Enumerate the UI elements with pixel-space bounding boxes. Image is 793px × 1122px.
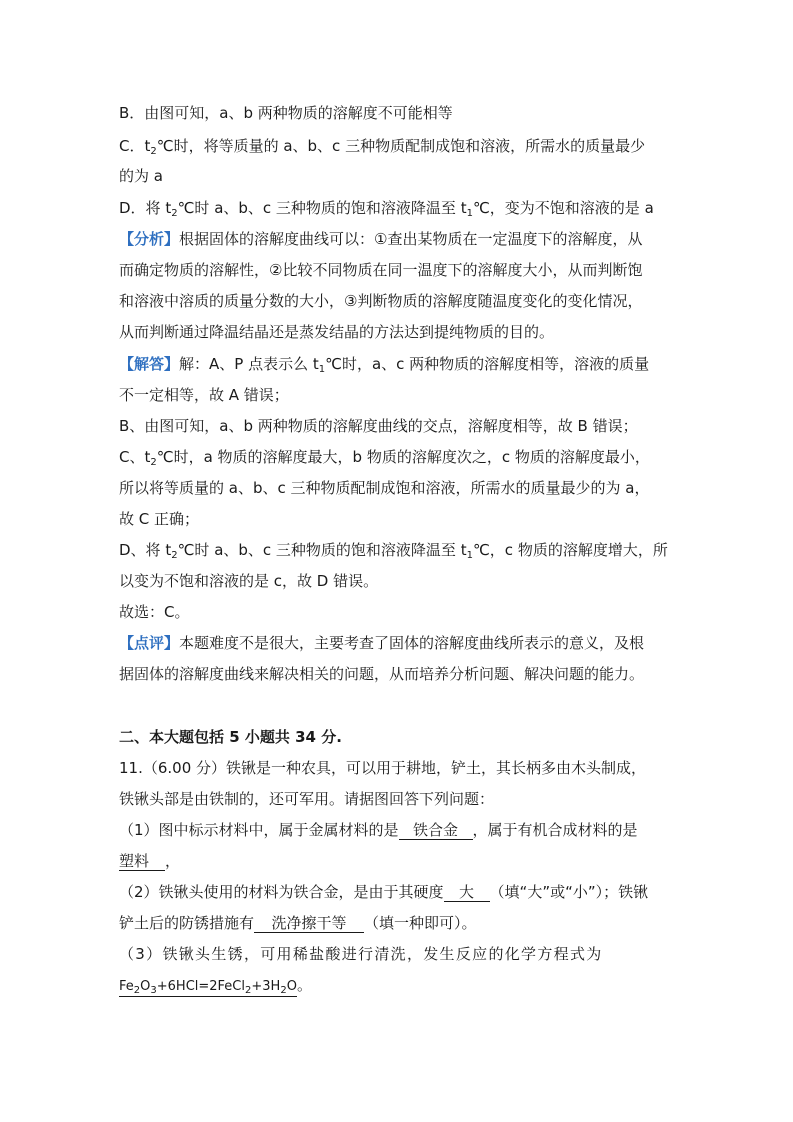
solution-line-a2: 不一定相等，故 A 错误； <box>119 386 289 404</box>
option-c-cont: 的为 a <box>119 167 163 185</box>
q11-part-3-cont: $Fe_2O_3+6HCl=2FeCl_2+3H_2O$。 <box>119 976 313 996</box>
solution-choice: 故选：C。 <box>119 603 190 621</box>
comment-line-1: 【点评】本题难度不是很大，主要考查了固体的溶解度曲线所表示的意义，及根 <box>119 634 645 652</box>
solution-line-a: 【解答】解：A、P 点表示么 $t_1℃$时，a、c 两种物质的溶解度相等，溶液的质量 <box>119 355 650 374</box>
solution-line-d: D、将 $t_2℃$时 a、b、c 三种物质的饱和溶液降温至 $t_1℃$，c 物质的溶解度增大，所 <box>119 541 668 560</box>
q11-part-1-cont: 塑料 ， <box>119 852 181 870</box>
analysis-line-1: 【分析】根据固体的溶解度曲线可以：①查出某物质在一定温度下的溶解度，从 <box>119 230 643 248</box>
q11-part-1: （1）图中标示材料中，属于金属材料的是 铁合金 ，属于有机合成材料的是 <box>119 821 638 839</box>
section-heading: 二、本大题包括 5 小题共 34 分. <box>119 728 342 746</box>
solution-line-c: C、$t_2℃$时，a 物质的溶解度最大，b 物质的溶解度次之，c 物质的溶解度最小， <box>119 448 650 467</box>
q11-part-3: （3）铁锹头生锈，可用稀盐酸进行清洗，发生反应的化学方程式为 <box>119 945 603 963</box>
solution-line-d2: 以变为不饱和溶液的是 c，故 D 错误。 <box>119 572 379 590</box>
answer-blank-metal: 铁合金 <box>399 821 473 840</box>
solution-line-c3: 故 C 正确； <box>119 510 200 528</box>
answer-blank-rust-prevention: 洗净擦干等 <box>254 914 364 933</box>
q11-intro-2: 铁锹头部是由铁制的，还可军用。请据图回答下列问题： <box>119 790 495 808</box>
answer-blank-hardness: 大 <box>444 883 490 902</box>
analysis-line-4: 从而判断通过降温结晶还是蒸发结晶的方法达到提纯物质的目的。 <box>119 323 555 341</box>
q11-part-2-cont: 铲土后的防锈措施有 洗净擦干等 （填一种即可）。 <box>119 914 477 932</box>
solution-line-b: B、由图可知，a、b 两种物质的溶解度曲线的交点，溶解度相等，故 B 错误； <box>119 417 638 435</box>
analysis-line-2: 而确定物质的溶解性，②比较不同物质在同一温度下的溶解度大小，从而判断饱 <box>119 261 643 279</box>
comment-tag: 【点评】 <box>119 634 180 652</box>
option-b: B．由图可知，a、b 两种物质的溶解度不可能相等 <box>119 104 453 122</box>
answer-blank-equation: $Fe_2O_3+6HCl=2FeCl_2+3H_2O$ <box>119 979 297 996</box>
comment-line-2: 据固体的溶解度曲线来解决相关的问题，从而培养分析问题、解决问题的能力。 <box>119 665 645 683</box>
option-d: D．将 $t_2℃$时 a、b、c 三种物质的饱和溶液降温至 $t_1℃$，变为不饱和溶液的是 a <box>119 199 654 218</box>
q11-part-2: （2）铁锹头使用的材料为铁合金，是由于其硬度 大 （填“大”或“小”）；铁锹 <box>119 883 649 901</box>
q11-intro-1: 11.（6.00 分）铁锹是一种农具，可以用于耕地，铲土，其长柄多由木头制成， <box>119 759 647 777</box>
solution-line-c2: 所以将等质量的 a、b、c 三种物质配制成饱和溶液，所需水的质量最少的为 a， <box>119 479 650 497</box>
option-c: C．$t_2℃$时，将等质量的 a、b、c 三种物质配制成饱和溶液，所需水的质量最少 <box>119 137 646 156</box>
analysis-line-3: 和溶液中溶质的质量分数的大小，③判断物质的溶解度随温度变化的变化情况， <box>119 292 643 310</box>
solution-tag: 【解答】 <box>119 355 180 373</box>
analysis-tag: 【分析】 <box>119 230 180 248</box>
answer-blank-plastic: 塑料 <box>119 852 165 871</box>
